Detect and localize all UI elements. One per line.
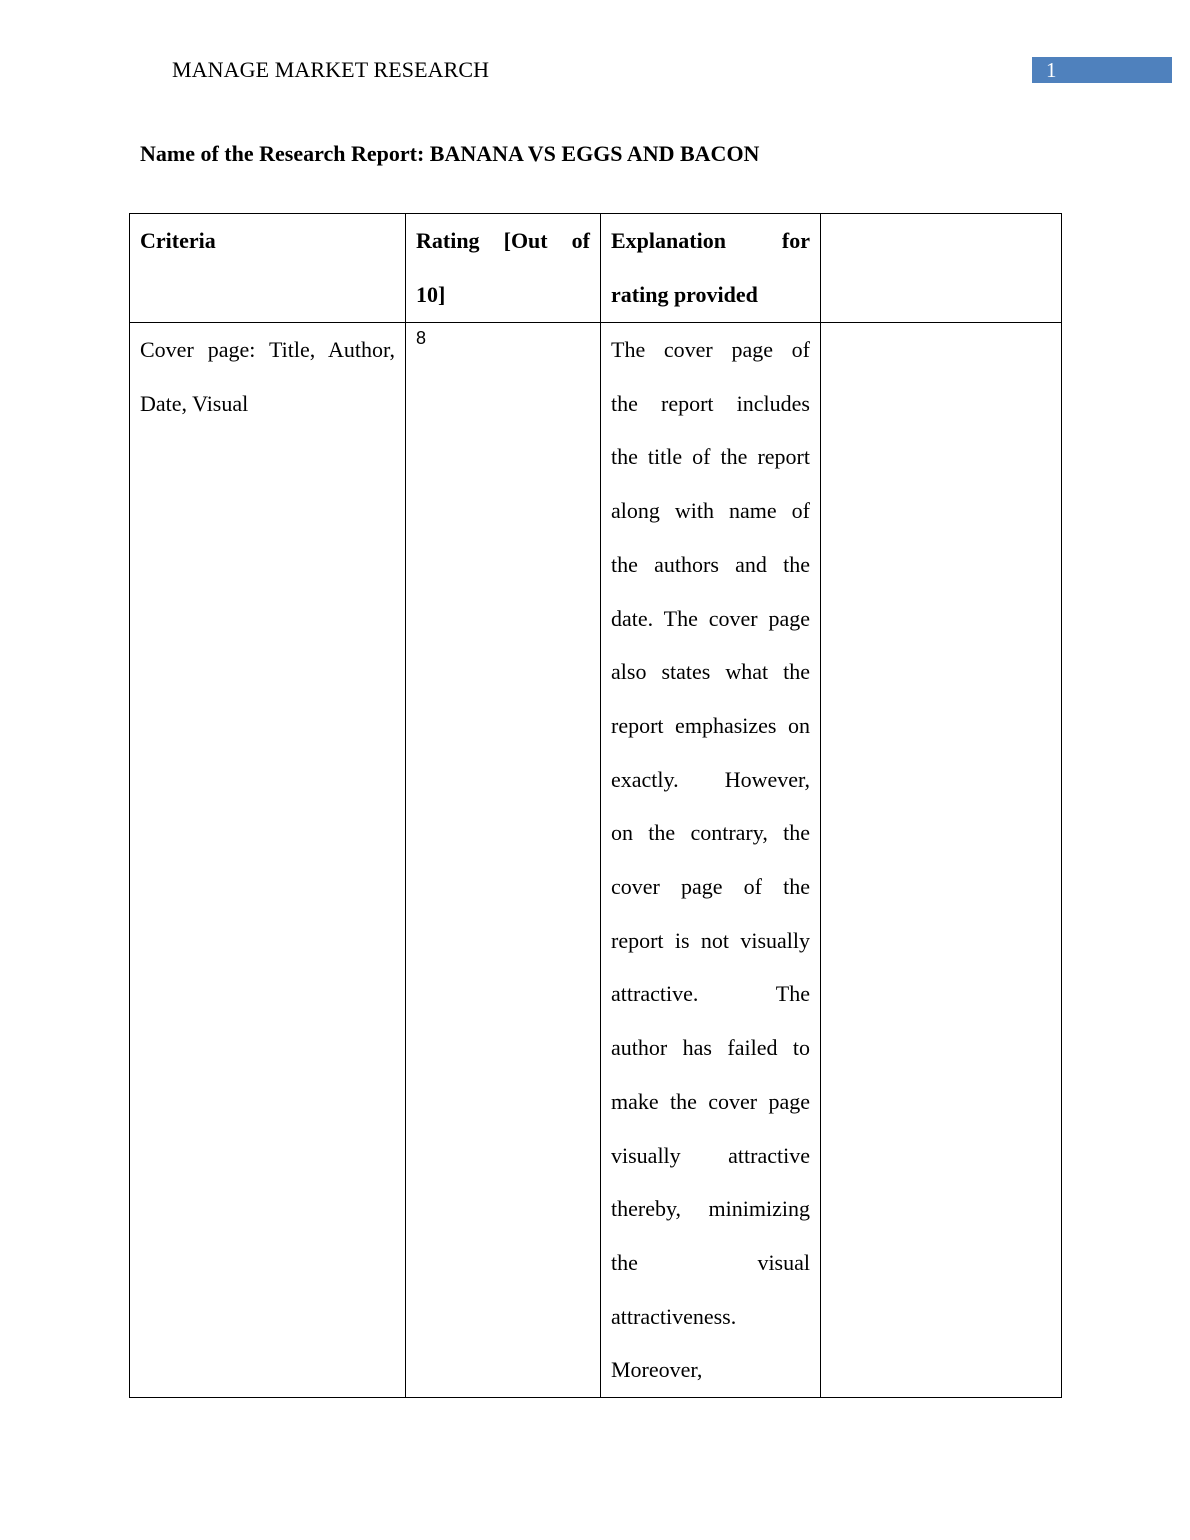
explanation-line: The cover page of — [611, 337, 810, 362]
page-number: 1 — [1046, 58, 1057, 82]
header-explanation-line: Explanation for — [611, 228, 810, 253]
explanation-line: date. The cover page — [611, 605, 810, 631]
explanation-line: on the contrary, the — [611, 820, 810, 846]
explanation-line: report emphasizes on — [611, 712, 810, 738]
cell-extra — [821, 323, 1062, 1398]
cell-criteria — [130, 323, 406, 1398]
header-rating — [406, 214, 601, 323]
page-number-badge — [1032, 57, 1172, 83]
explanation-line: the authors and the — [611, 551, 810, 577]
explanation-line: the report includes — [611, 390, 810, 416]
rating-table — [129, 213, 1062, 1398]
explanation-line: attractiveness. — [611, 1303, 737, 1329]
explanation-line: report is not visually — [611, 927, 810, 953]
explanation-line: the title of the report — [611, 444, 810, 470]
explanation-line: along with name of — [611, 498, 810, 524]
header-explanation — [601, 214, 821, 323]
table-header-row — [130, 214, 1062, 323]
explanation-line: also states what the — [611, 659, 810, 685]
explanation-line: cover page of the — [611, 874, 810, 900]
explanation-line: attractive. The — [611, 981, 810, 1007]
cell-rating — [406, 323, 601, 1398]
report-title: Name of the Research Report: BANANA VS EGGS AND BACON — [140, 141, 760, 166]
rating-value: 8 — [416, 328, 427, 348]
header-explanation-line: rating provided — [611, 281, 758, 307]
running-header-title: MANAGE MARKET RESEARCH — [172, 57, 490, 82]
explanation-line: author has failed to — [611, 1035, 810, 1061]
header-criteria-line: Criteria — [140, 228, 216, 253]
header-rating-line: Rating [Out of — [416, 228, 590, 253]
cell-explanation — [601, 323, 821, 1398]
explanation-line: thereby, minimizing — [611, 1196, 810, 1222]
criteria-line: Cover page: Title, Author, — [140, 337, 395, 362]
table-row — [130, 323, 1062, 1398]
explanation-line: Moreover, — [611, 1357, 703, 1383]
explanation-line: make the cover page — [611, 1088, 810, 1114]
header-rating-line: 10] — [416, 281, 446, 307]
explanation-line: the visual — [611, 1249, 810, 1275]
explanation-line: exactly. However, — [611, 766, 810, 792]
header-criteria — [130, 214, 406, 323]
criteria-line: Date, Visual — [140, 390, 249, 416]
explanation-line: visually attractive — [611, 1142, 810, 1168]
header-extra — [821, 214, 1062, 323]
